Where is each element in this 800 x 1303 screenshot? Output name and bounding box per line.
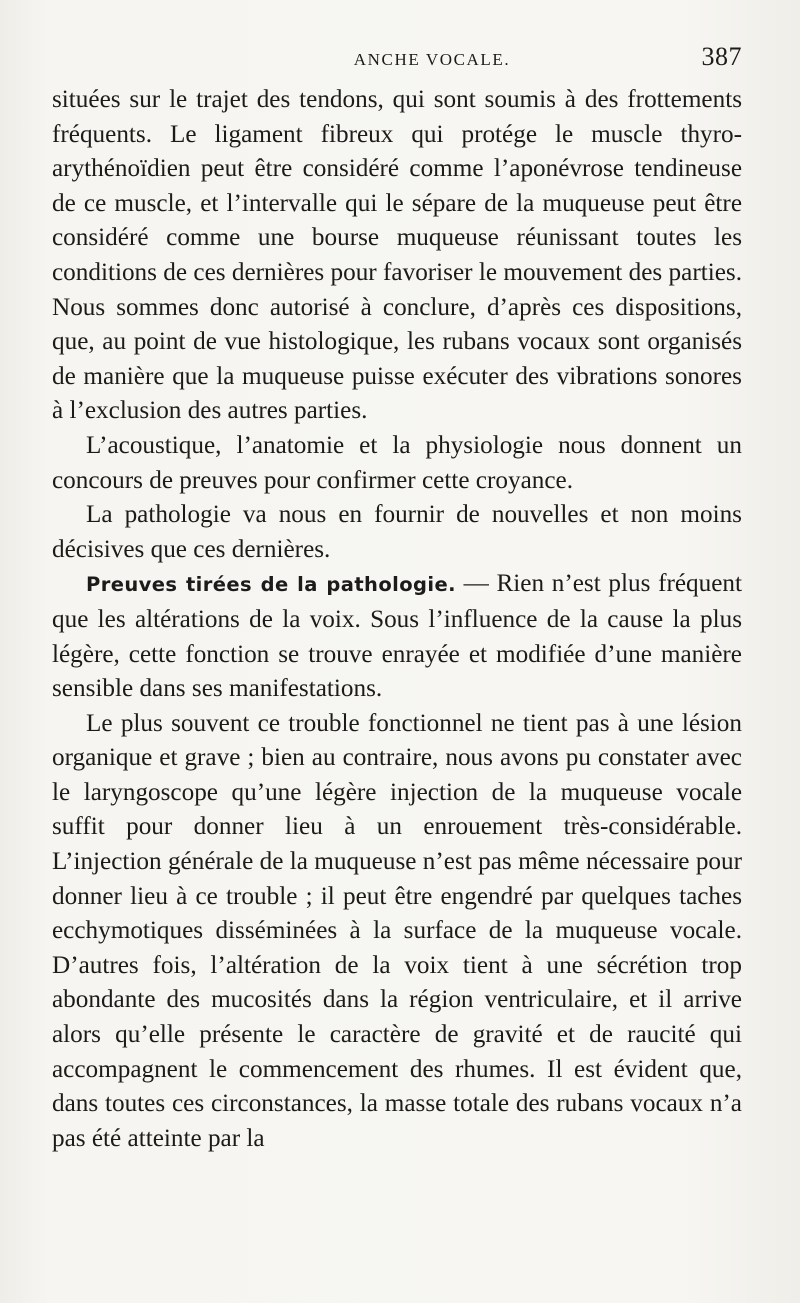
- paragraph-text: Le plus souvent ce trouble fonctionnel ne tient pas à une lésion organique et grave ; bien au contraire, nous avons pu constater avec le laryngoscope qu’une légère injection de la muqueuse vocale suffit pour donner lieu à un enrouement très-considérable. L’injection générale de la muqueuse n’est pas même nécessaire pour donner lieu à ce trouble ; il peut être engendré par quelques taches ecchymotiques disséminées à la surface de la muqueuse vocale. D’autres fois, l’altération de la voix tient à une sécrétion trop abondante des mucosités dans la région ventriculaire, et il arrive alors qu’elle présente le caractère de gravité et de raucité qui accompagnent le commencement des rhumes. Il est évident que, dans toutes ces circonstances, la masse totale des rubans vocaux n’a pas été atteinte par la: [52, 709, 742, 1152]
- paragraph-acoustique: [52, 429, 742, 498]
- body-text: [52, 83, 742, 1156]
- paragraph-continuation: [52, 83, 742, 429]
- paragraph-text: — Rien n’est plus fréquent que les altérations de la voix. Sous l’influence de la cause la plus légère, cette fonction se trouve enrayée et modifiée d’une manière sensible dans ses manifestations.: [52, 570, 743, 703]
- paragraph-trouble: [52, 707, 742, 1157]
- paragraph-text: L’acoustique, l’anatomie et la physiologie nous donnent un concours de preuves pour confirmer cette croyance.: [52, 431, 742, 494]
- page-number: 387: [701, 42, 742, 71]
- paragraph-preuves: [52, 567, 742, 706]
- paragraph-text: La pathologie va nous en fournir de nouvelles et non moins décisives que ces dernières.: [52, 501, 742, 563]
- paragraph-text: situées sur le trajet des tendons, qui sont soumis à des frottements fréquents. Le ligament fibreux qui protége le muscle thyro-arythénoïdien peut être considéré comme l’aponévrose tendineuse de ce muscle, et l’intervalle qui le sépare de la muqueuse peut être considéré comme une bourse muqueuse réunissant toutes les conditions de ces dernières pour favoriser le mouvement des parties. Nous sommes donc autorisé à conclure, d’après ces dispositions, que, au point de vue histologique, les rubans vocaux sont organisés de manière que la muqueuse puisse exécuter des vibrations sonores à l’exclusion des autres parties.: [52, 86, 742, 425]
- paragraph-pathologie: [52, 498, 742, 567]
- running-head: ANCHE VOCALE.: [353, 50, 511, 69]
- section-run-in-heading: Preuves tirées de la pathologie.: [86, 573, 456, 597]
- page-header: [52, 42, 742, 76]
